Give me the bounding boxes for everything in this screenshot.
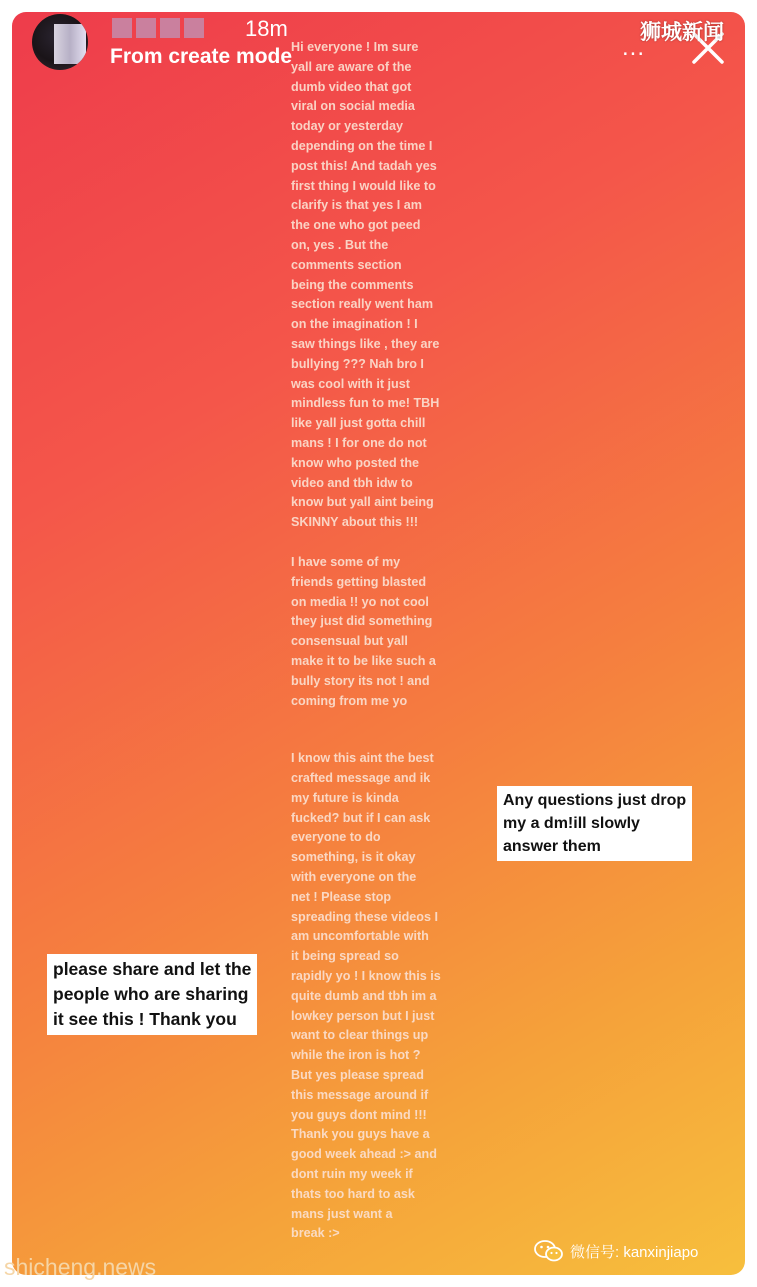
message-line: Hi everyone ! Im sure — [291, 40, 419, 54]
wechat-id: 微信号: kanxinjiapo — [570, 1243, 699, 1261]
message-line: make it to be like such a — [291, 653, 436, 668]
message-line: good week ahead :> and — [291, 1147, 437, 1162]
message-line: friends getting blasted — [291, 574, 427, 589]
watermark-bottom-right — [534, 1239, 698, 1263]
message-line: coming from me yo — [291, 693, 408, 708]
message-line: everyone to do — [291, 830, 381, 845]
message-line: something, is it okay — [291, 850, 416, 865]
message-line: comments section — [291, 257, 402, 272]
message-line: I know this aint the best — [291, 751, 434, 766]
message-line: mans ! I for one do not — [291, 435, 427, 450]
sticker-share — [47, 954, 257, 1035]
story-message — [291, 38, 491, 1244]
message-line: mindless fun to me! TBH — [291, 396, 440, 411]
message-line: depending on the time I — [291, 138, 433, 153]
message-line: know who posted the — [291, 455, 420, 470]
message-line: lowkey person but I just — [291, 1008, 435, 1023]
message-paragraph-1 — [291, 38, 491, 533]
message-line: being the comments — [291, 277, 414, 292]
message-line: am uncomfortable with — [291, 929, 429, 944]
message-line: know but yall aint being — [291, 495, 434, 510]
message-line: quite dumb and tbh im a — [291, 988, 437, 1003]
message-line: today or yesterday — [291, 119, 403, 134]
message-line: clarify is that yes I am — [291, 198, 422, 213]
message-line: on media !! yo not cool — [291, 594, 429, 609]
message-paragraph-3 — [291, 749, 491, 1244]
message-line: dumb video that got — [291, 79, 412, 94]
message-line: fucked? but if I can ask — [291, 810, 431, 825]
story-time: 18m — [245, 16, 288, 41]
watermark-top: 狮城新闻 — [640, 21, 724, 44]
message-line: my future is kinda — [291, 790, 399, 805]
sticker-line: Any questions just drop — [503, 792, 687, 809]
message-line: while the iron is hot ? — [291, 1048, 421, 1063]
sticker-line: my a dm!ill slowly — [503, 815, 640, 832]
message-line: it being spread so — [291, 949, 399, 964]
message-line: video and tbh idw to — [291, 475, 413, 490]
message-line: I have some of my — [291, 554, 401, 569]
message-line: viral on social media — [291, 99, 415, 114]
message-line: saw things like , they are — [291, 336, 440, 351]
message-line: dont ruin my week if — [291, 1167, 413, 1182]
wechat-icon — [534, 1239, 564, 1263]
message-line: first thing I would like to — [291, 178, 436, 193]
message-line: this message around if — [291, 1087, 429, 1102]
message-line: SKINNY about this !!! — [291, 515, 419, 530]
message-line: like yall just gotta chill — [291, 416, 426, 431]
sticker-line: please share and let the — [53, 959, 252, 979]
message-line: was cool with it just — [291, 376, 410, 391]
avatar[interactable] — [32, 14, 88, 70]
message-line: Thank you guys have a — [291, 1127, 430, 1142]
story-view[interactable] — [12, 12, 745, 1275]
message-line: break :> — [291, 1226, 340, 1241]
message-line: post this! And tadah yes — [291, 158, 437, 173]
username-censored — [112, 18, 222, 38]
message-line: on, yes . But the — [291, 237, 389, 252]
message-line: spreading these videos I — [291, 909, 438, 924]
message-line: But yes please spread — [291, 1068, 424, 1083]
message-line: on the imagination ! I — [291, 317, 418, 332]
sticker-line: people who are sharing — [53, 984, 249, 1004]
sticker-questions — [497, 786, 692, 861]
message-line: yall are aware of the — [291, 59, 412, 74]
message-line: net ! Please stop — [291, 889, 392, 904]
message-line: section really went ham — [291, 297, 434, 312]
message-line: consensual but yall — [291, 634, 408, 649]
message-line: rapidly yo ! I know this is — [291, 969, 441, 984]
message-line: bullying ??? Nah bro I — [291, 356, 424, 371]
avatar-blur — [54, 24, 86, 64]
message-line: they just did something — [291, 614, 433, 629]
more-options-icon[interactable]: ... — [622, 34, 646, 61]
message-line: thats too hard to ask — [291, 1186, 415, 1201]
sticker-line: it see this ! Thank you — [53, 1009, 237, 1029]
message-line: want to clear things up — [291, 1028, 429, 1043]
message-line: you guys dont mind !!! — [291, 1107, 427, 1122]
watermark-bottom-left: shicheng.news — [4, 1254, 157, 1280]
message-line: crafted message and ik — [291, 771, 431, 786]
message-line: bully story its not ! and — [291, 673, 430, 688]
message-line: mans just want a — [291, 1206, 393, 1221]
message-line: the one who got peed — [291, 218, 421, 233]
message-line: with everyone on the — [291, 870, 417, 885]
sticker-line: answer them — [503, 838, 601, 855]
story-subtitle[interactable]: From create mode — [110, 45, 293, 68]
message-paragraph-2 — [291, 553, 491, 711]
